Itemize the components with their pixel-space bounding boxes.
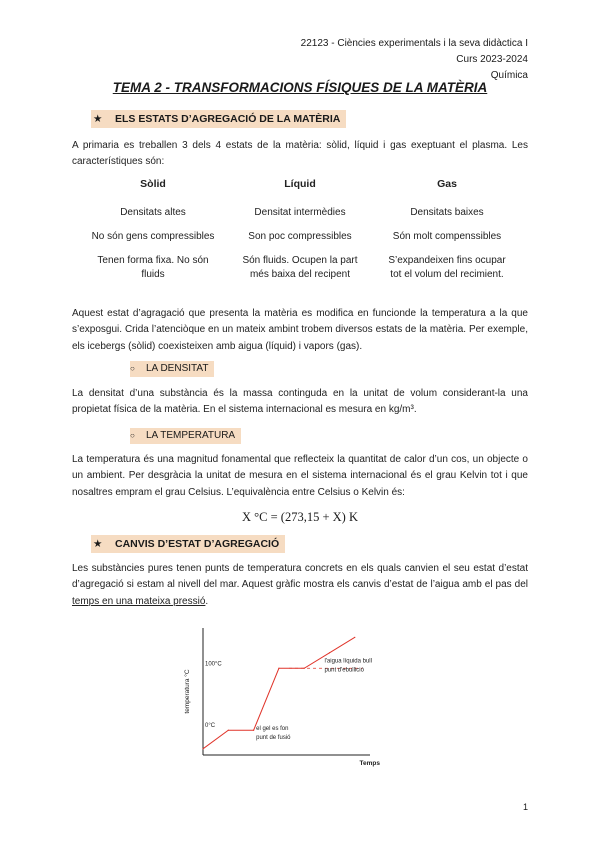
table-cell: Són molt compenssibles (392, 231, 502, 242)
section-heading-states (91, 110, 346, 128)
data-point (253, 730, 254, 731)
paragraph-text: Les substàncies pures tenen punts de temperatura concrets en els quals canvien el seu estat d’estat d’agregació si estam al nivell del mar. Aquest gràfic mostra els canvis d’estat de l’aigua amb el pas del (72, 563, 528, 591)
data-point (329, 652, 330, 653)
data-point (202, 748, 203, 749)
celsius-kelvin-formula: X °C = (273,15 + X) K (242, 510, 358, 524)
page-title: TEMA 2 - TRANSFORMACIONS FÍSIQUES DE LA MATÈRIA (112, 80, 488, 95)
circle-bullet-icon: ○ (130, 431, 135, 440)
table-cell: Densitats altes (120, 207, 186, 218)
column-header: Líquid (284, 178, 316, 190)
y-tick-label: 0°C (205, 723, 216, 730)
table-cell: Densitat intermèdies (254, 207, 346, 218)
intro-paragraph: A primaria es treballen 3 dels 4 estats de la matèria: sòlid, líquid i gas exeptuant el plasma. Les característiques són: (72, 140, 528, 168)
table-cell: Son poc compressibles (248, 231, 352, 242)
table-cell: Densitats baixes (410, 207, 484, 218)
table-cell: Tenen forma fixa. No són fluids (97, 255, 209, 280)
table-cell: No són gens compressibles (91, 231, 215, 242)
column-header: Gas (437, 178, 457, 190)
star-icon: ★ (93, 538, 103, 550)
state-change-chart (170, 618, 430, 768)
subject-name: Química (490, 70, 528, 81)
data-point (354, 637, 355, 638)
annotation-label: l'aigua líquida bull (324, 658, 372, 665)
page-number: 1 (522, 802, 528, 812)
section-heading-changes (91, 535, 285, 553)
column-header: Sòlid (140, 178, 166, 190)
y-axis-label: temperatura °C (184, 669, 191, 714)
data-point (304, 668, 305, 669)
annotation-label: punt d'ebullició (324, 667, 364, 674)
course-header (301, 36, 528, 84)
data-point (278, 668, 279, 669)
changes-paragraph (72, 561, 528, 610)
underlined-text: temps en una mateixa pressió (72, 595, 206, 607)
star-icon: ★ (93, 113, 103, 125)
subheading-text: LA TEMPERATURA (146, 430, 236, 441)
column-gas (384, 178, 510, 280)
column-solid (90, 178, 216, 280)
paragraph-text: . (205, 595, 209, 607)
table-cell: Són fluids. Ocupen la part més baixa del recipent (242, 255, 358, 280)
subheading-density (130, 361, 214, 377)
column-liquid (237, 178, 363, 280)
subheading-text: LA DENSITAT (146, 363, 209, 374)
states-paragraph: Aquest estat d’agragació que presenta la matèria es modifica en funcionde la temperatura a la que s’exposgui. Crida l’atenciòque en un mateix ambint trobem diversos estats de la matèria. Per exemple, els icebergs (sòlid) coexisteixen amb aigua (líquid) i vapors (gas). (72, 308, 528, 352)
temperature-paragraph: La temperatura és una magnitud fonamental que reflecteix la quantitat de calor d’un cos, un objecte o un ambient. Per desgràcia la unitat de mesura en el sistema internacional és el grau Kelvin tot i que nosaltres empram el grau Celsius. L’equivalència entre Celsius o Kelvin és: (72, 454, 528, 498)
x-axis-label: Temps (359, 760, 380, 767)
section-heading-text: ELS ESTATS D’AGREGACIÓ DE LA MATÈRIA (115, 113, 341, 125)
annotation-label: el gel es fon (256, 726, 289, 733)
course-year: Curs 2023-2024 (456, 54, 528, 65)
course-name: 22123 - Ciències experimentals i la seva didàctica I (300, 38, 528, 49)
subheading-temperature (130, 428, 241, 444)
table-cell: S’expandeixen fins ocupar tot el volum del recimient. (388, 255, 506, 280)
y-tick-label: 100°C (205, 661, 222, 668)
data-point (228, 730, 229, 731)
circle-bullet-icon: ○ (130, 364, 135, 373)
density-paragraph: La densitat d’una substància és la massa continguda en la unitat de volum considerant-la una propietat física de la matèria. En el sistema internacional es mesura en kg/m³. (72, 388, 528, 416)
annotation-label: punt de fusió (256, 735, 291, 742)
section-heading-text: CANVIS D’ESTAT D’AGREGACIÓ (115, 538, 280, 550)
